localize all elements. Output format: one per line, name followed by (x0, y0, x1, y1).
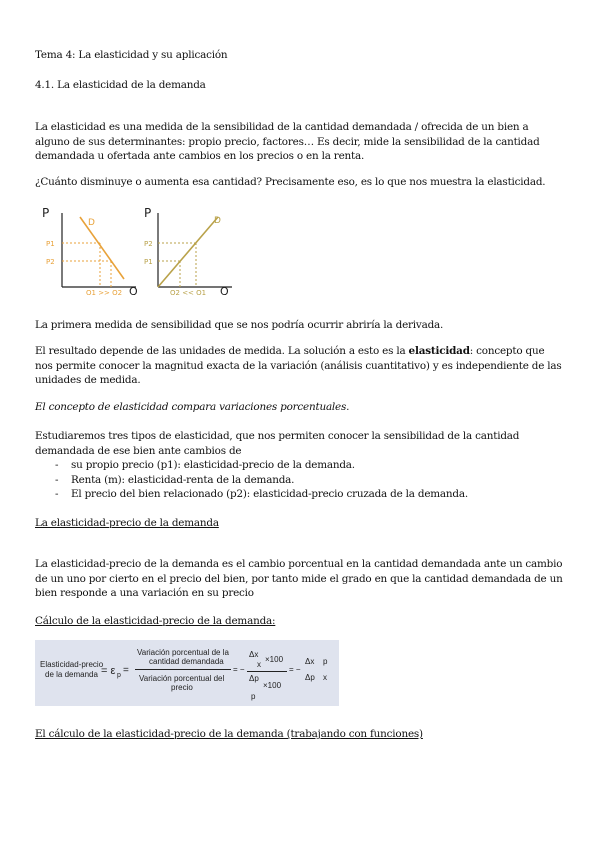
demand-graph-left (36, 203, 140, 295)
graph2-d-label: D (214, 216, 221, 226)
paragraph-definition: La elasticidad es una medida de la sensibilidad de la cantidad demandada / ofrecida de un bien a alguno de sus determinantes: propio precio, factores… Es decir, mide la sensibilidad de la cantidad demandada u ofertada ante cambios en los precios o en la renta. (35, 121, 540, 162)
list-item: - Renta (m): elasticidad-renta de la demanda. (55, 473, 295, 486)
paragraph-derivative: La primera medida de sensibilidad que se nos podría ocurrir abriría la derivada. (35, 319, 444, 331)
elasticity-bold-term: elasticidad (408, 345, 470, 357)
formula-epsilon: = ε (101, 665, 116, 677)
para4-pre-text: El resultado depende de las unidades de medida. La solución a esto es la (35, 345, 409, 357)
subheading-calculation: Cálculo de la elasticidad-precio de la demanda: (35, 615, 276, 627)
formula-delta-x-2: Δx (305, 657, 315, 666)
formula-numerator-line1: Variación porcentual de la (137, 648, 229, 657)
section-title: 4.1. La elasticidad de la demanda (35, 79, 206, 91)
formula-times-100-b: ×100 (263, 681, 282, 690)
formula-x: x (257, 660, 261, 669)
graph2-p-label: P (144, 206, 152, 220)
formula-epsilon-sub: p (117, 672, 121, 679)
demand-graph-right (140, 203, 240, 295)
formula-delta-x: Δx (249, 650, 259, 659)
graph1-q-compare: Q1 >> Q2 (86, 289, 123, 295)
curve-right (158, 217, 218, 287)
list-item: - su propio precio (p1): elasticidad-precio de la demanda. (55, 459, 355, 471)
formula-label-line2: de la demanda (45, 670, 98, 679)
graph2-p2-label: P2 (144, 240, 153, 248)
paragraph-question: ¿Cuánto disminuye o aumenta esa cantidad? Precisamente eso, es lo que nos muestra la elasticidad. (35, 176, 546, 188)
graph1-q-label: Q (129, 285, 138, 295)
list-item-text: El precio del bien relacionado (p2): elasticidad-precio cruzada de la demanda. (71, 488, 468, 500)
formula-fraction-bar (135, 669, 231, 670)
list-item: - El precio del bien relacionado (p2): elasticidad-precio cruzada de la demanda. (55, 488, 468, 500)
list-item-text: su propio precio (p1): elasticidad-precio de la demanda. (71, 459, 355, 471)
graph1-p1-label: P1 (46, 240, 55, 248)
paragraph-elasticity-definition (35, 344, 565, 388)
formula-minus-2: = − (289, 665, 301, 674)
formula-delta-p: Δp (249, 674, 259, 683)
formula-delta-p-2: Δp (305, 673, 315, 682)
document-heading: Tema 4: La elasticidad y su aplicación (35, 49, 228, 61)
elasticity-types-list (55, 458, 468, 502)
formula-x-2: x (323, 673, 327, 682)
paragraph-three-types: Estudiaremos tres tipos de elasticidad, que nos permiten conocer la sensibilidad de la cantidad demandada de ese bien ante cambios de (35, 430, 520, 457)
subheading-price-elasticity: La elasticidad-precio de la demanda (35, 517, 219, 529)
elasticity-formula-box (35, 640, 339, 706)
formula-times-100: ×100 (265, 655, 284, 664)
formula-denominator-line1: Variación porcentual del (139, 674, 225, 683)
formula-equals: = (123, 665, 129, 676)
paragraph-percent-variations: El concepto de elasticidad compara variaciones porcentuales. (35, 401, 350, 413)
formula-p: p (251, 692, 256, 701)
graph2-p1-label: P1 (144, 258, 153, 266)
paragraph-price-elasticity: La elasticidad-precio de la demanda es el cambio porcentual en la cantidad demandada ante un cambio de un uno por cierto en el precio del bien, por tanto mide el grado en que la cantidad demandada de un bien responde a una variación en su precio (35, 558, 563, 599)
graph1-p-label: P (42, 206, 50, 220)
subheading-functions: El cálculo de la elasticidad-precio de la demanda (trabajando con funciones) (35, 728, 423, 740)
formula-p-2: p (323, 657, 328, 666)
formula-label-line1: Elasticidad-precio (40, 660, 104, 669)
formula-numerator-line2: cantidad demandada (149, 657, 224, 666)
demand-curve-left (80, 217, 124, 279)
graph1-p2-label: P2 (46, 258, 55, 266)
graph1-d-label: D (88, 218, 95, 228)
graph2-q-compare: Q2 << Q1 (170, 289, 207, 295)
para4-post-text: : concepto que nos permite conocer la magnitud exacta de la variación (análisis cuantitativo) y es independiente de las unidades de medida. (35, 345, 562, 386)
graph2-q-label: Q (220, 285, 229, 295)
formula-denominator-line2: precio (171, 683, 193, 692)
formula-minus: = − (233, 665, 245, 674)
list-item-text: Renta (m): elasticidad-renta de la demanda. (71, 473, 295, 486)
formula-fraction-bar-2 (247, 671, 287, 672)
